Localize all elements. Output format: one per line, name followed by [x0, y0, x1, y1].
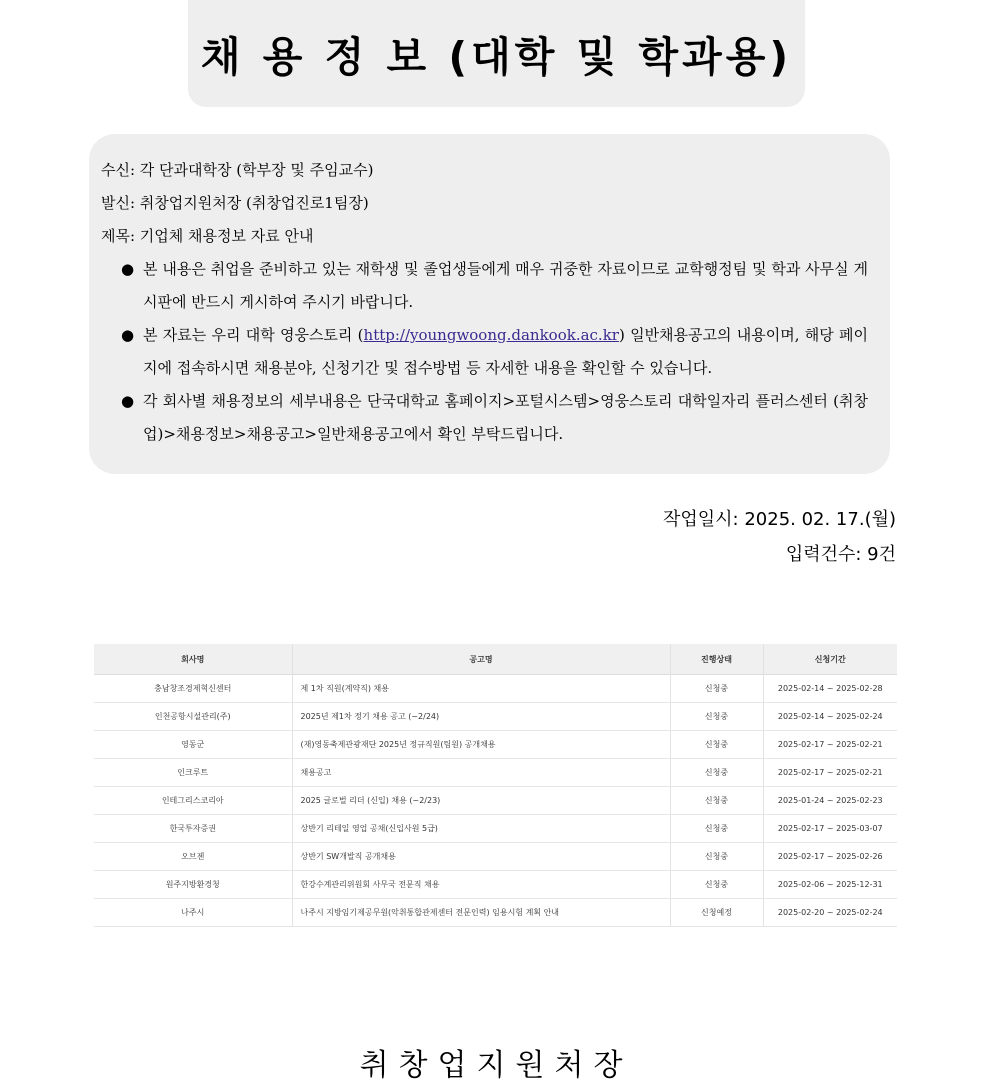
sender-line: 발신: 취창업지원처장 (취창업진로1팀장)	[101, 194, 369, 212]
notice-bullet-2	[121, 319, 868, 385]
bullet-icon: ●	[121, 392, 135, 410]
table-row[interactable]	[94, 899, 897, 927]
table-row[interactable]	[94, 787, 897, 815]
posting-cell[interactable]: 제 1차 직원(계약직) 채용	[292, 675, 670, 703]
notice-box	[89, 134, 890, 474]
header-period: 신청기간	[763, 644, 897, 675]
subject-line: 제목: 기업체 채용정보 자료 안내	[101, 227, 314, 245]
bullet-text: 본 내용은 취업을 준비하고 있는 재학생 및 졸업생들에게 매우 귀중한 자료이므로 교학행정팀 및 학과 사무실 게시판에 반드시 게시하여 주시기 바랍니다.	[143, 260, 868, 311]
header-status: 진행상태	[670, 644, 763, 675]
status-cell: 신청중	[670, 759, 763, 787]
period-cell: 2025-02-17 ~ 2025-02-21	[763, 731, 897, 759]
status-cell: 신청예정	[670, 899, 763, 927]
company-cell: 원주지방환경청	[94, 871, 292, 899]
posting-cell[interactable]: 2025년 제1차 정기 채용 공고 (~2/24)	[292, 703, 670, 731]
youngwoong-link[interactable]: http://youngwoong.dankook.ac.kr	[363, 326, 619, 344]
status-cell: 신청중	[670, 843, 763, 871]
posting-cell[interactable]: 한강수계관리위원회 사무국 전문직 채용	[292, 871, 670, 899]
entry-count: 입력건수: 9건	[785, 544, 896, 565]
status-cell: 신청중	[670, 815, 763, 843]
period-cell: 2025-02-17 ~ 2025-02-21	[763, 759, 897, 787]
posting-cell[interactable]: 채용공고	[292, 759, 670, 787]
status-cell: 신청중	[670, 871, 763, 899]
bullet-icon: ●	[121, 326, 135, 344]
table-row[interactable]	[94, 703, 897, 731]
footer-signature: 취창업지원처장	[359, 1048, 633, 1083]
company-cell: 영동군	[94, 731, 292, 759]
company-cell: 오브젠	[94, 843, 292, 871]
posting-cell[interactable]: 2025 글로벌 리더 (신입) 채용 (~2/23)	[292, 787, 670, 815]
bullet-text-post: ) 일반채용공고의 내용이며, 해당 페이지에 접속하시면 채용분야, 신청기간 및 접수방법 등 자세한 내용을 확인할 수 있습니다.	[143, 326, 868, 377]
period-cell: 2025-02-17 ~ 2025-02-26	[763, 843, 897, 871]
work-date: 작업일시: 2025. 02. 17.(월)	[663, 509, 896, 530]
period-cell: 2025-02-14 ~ 2025-02-28	[763, 675, 897, 703]
status-cell: 신청중	[670, 731, 763, 759]
notice-bullet-1	[121, 253, 868, 319]
posting-cell[interactable]: 상반기 리테일 영업 공채(신입사원 5급)	[292, 815, 670, 843]
table-row[interactable]	[94, 843, 897, 871]
notice-bullet-3	[121, 385, 868, 451]
header-company: 회사명	[94, 644, 292, 675]
table-row[interactable]	[94, 675, 897, 703]
company-cell: 인테그리스코리아	[94, 787, 292, 815]
bullet-text: 각 회사별 채용정보의 세부내용은 단국대학교 홈페이지>포털시스템>영웅스토리 대학일자리 플러스센터 (취창업)>채용정보>채용공고>일반채용공고에서 확인 부탁드립니다.	[143, 392, 868, 443]
page-title: 채 용 정 보 (대학 및 학과용)	[200, 33, 793, 81]
company-cell: 충남창조경제혁신센터	[94, 675, 292, 703]
company-cell: 한국투자증권	[94, 815, 292, 843]
posting-cell[interactable]: (재)영동축제관광재단 2025년 정규직원(팀원) 공개채용	[292, 731, 670, 759]
table-row[interactable]	[94, 731, 897, 759]
table-row[interactable]	[94, 871, 897, 899]
posting-cell[interactable]: 상반기 SW개발직 공개채용	[292, 843, 670, 871]
period-cell: 2025-02-20 ~ 2025-02-24	[763, 899, 897, 927]
status-cell: 신청중	[670, 787, 763, 815]
posting-cell[interactable]: 나주시 지방임기제공무원(악취통합관제센터 전문인력) 임용시험 계획 안내	[292, 899, 670, 927]
table-row[interactable]	[94, 815, 897, 843]
status-cell: 신청중	[670, 703, 763, 731]
period-cell: 2025-02-14 ~ 2025-02-24	[763, 703, 897, 731]
period-cell: 2025-01-24 ~ 2025-02-23	[763, 787, 897, 815]
bullet-text-pre: 본 자료는 우리 대학 영웅스토리 (	[143, 326, 364, 344]
period-cell: 2025-02-06 ~ 2025-12-31	[763, 871, 897, 899]
title-box	[188, 0, 805, 107]
period-cell: 2025-02-17 ~ 2025-03-07	[763, 815, 897, 843]
table-body	[94, 675, 897, 927]
receiver-line: 수신: 각 단과대학장 (학부장 및 주임교수)	[101, 161, 374, 179]
table-header-row	[94, 644, 897, 675]
company-cell: 나주시	[94, 899, 292, 927]
job-table	[94, 644, 897, 927]
company-cell: 인크루트	[94, 759, 292, 787]
header-posting: 공고명	[292, 644, 670, 675]
status-cell: 신청중	[670, 675, 763, 703]
bullet-text	[143, 319, 868, 385]
bullet-icon: ●	[121, 260, 135, 278]
company-cell: 인천공항시설관리(주)	[94, 703, 292, 731]
table-row[interactable]	[94, 759, 897, 787]
